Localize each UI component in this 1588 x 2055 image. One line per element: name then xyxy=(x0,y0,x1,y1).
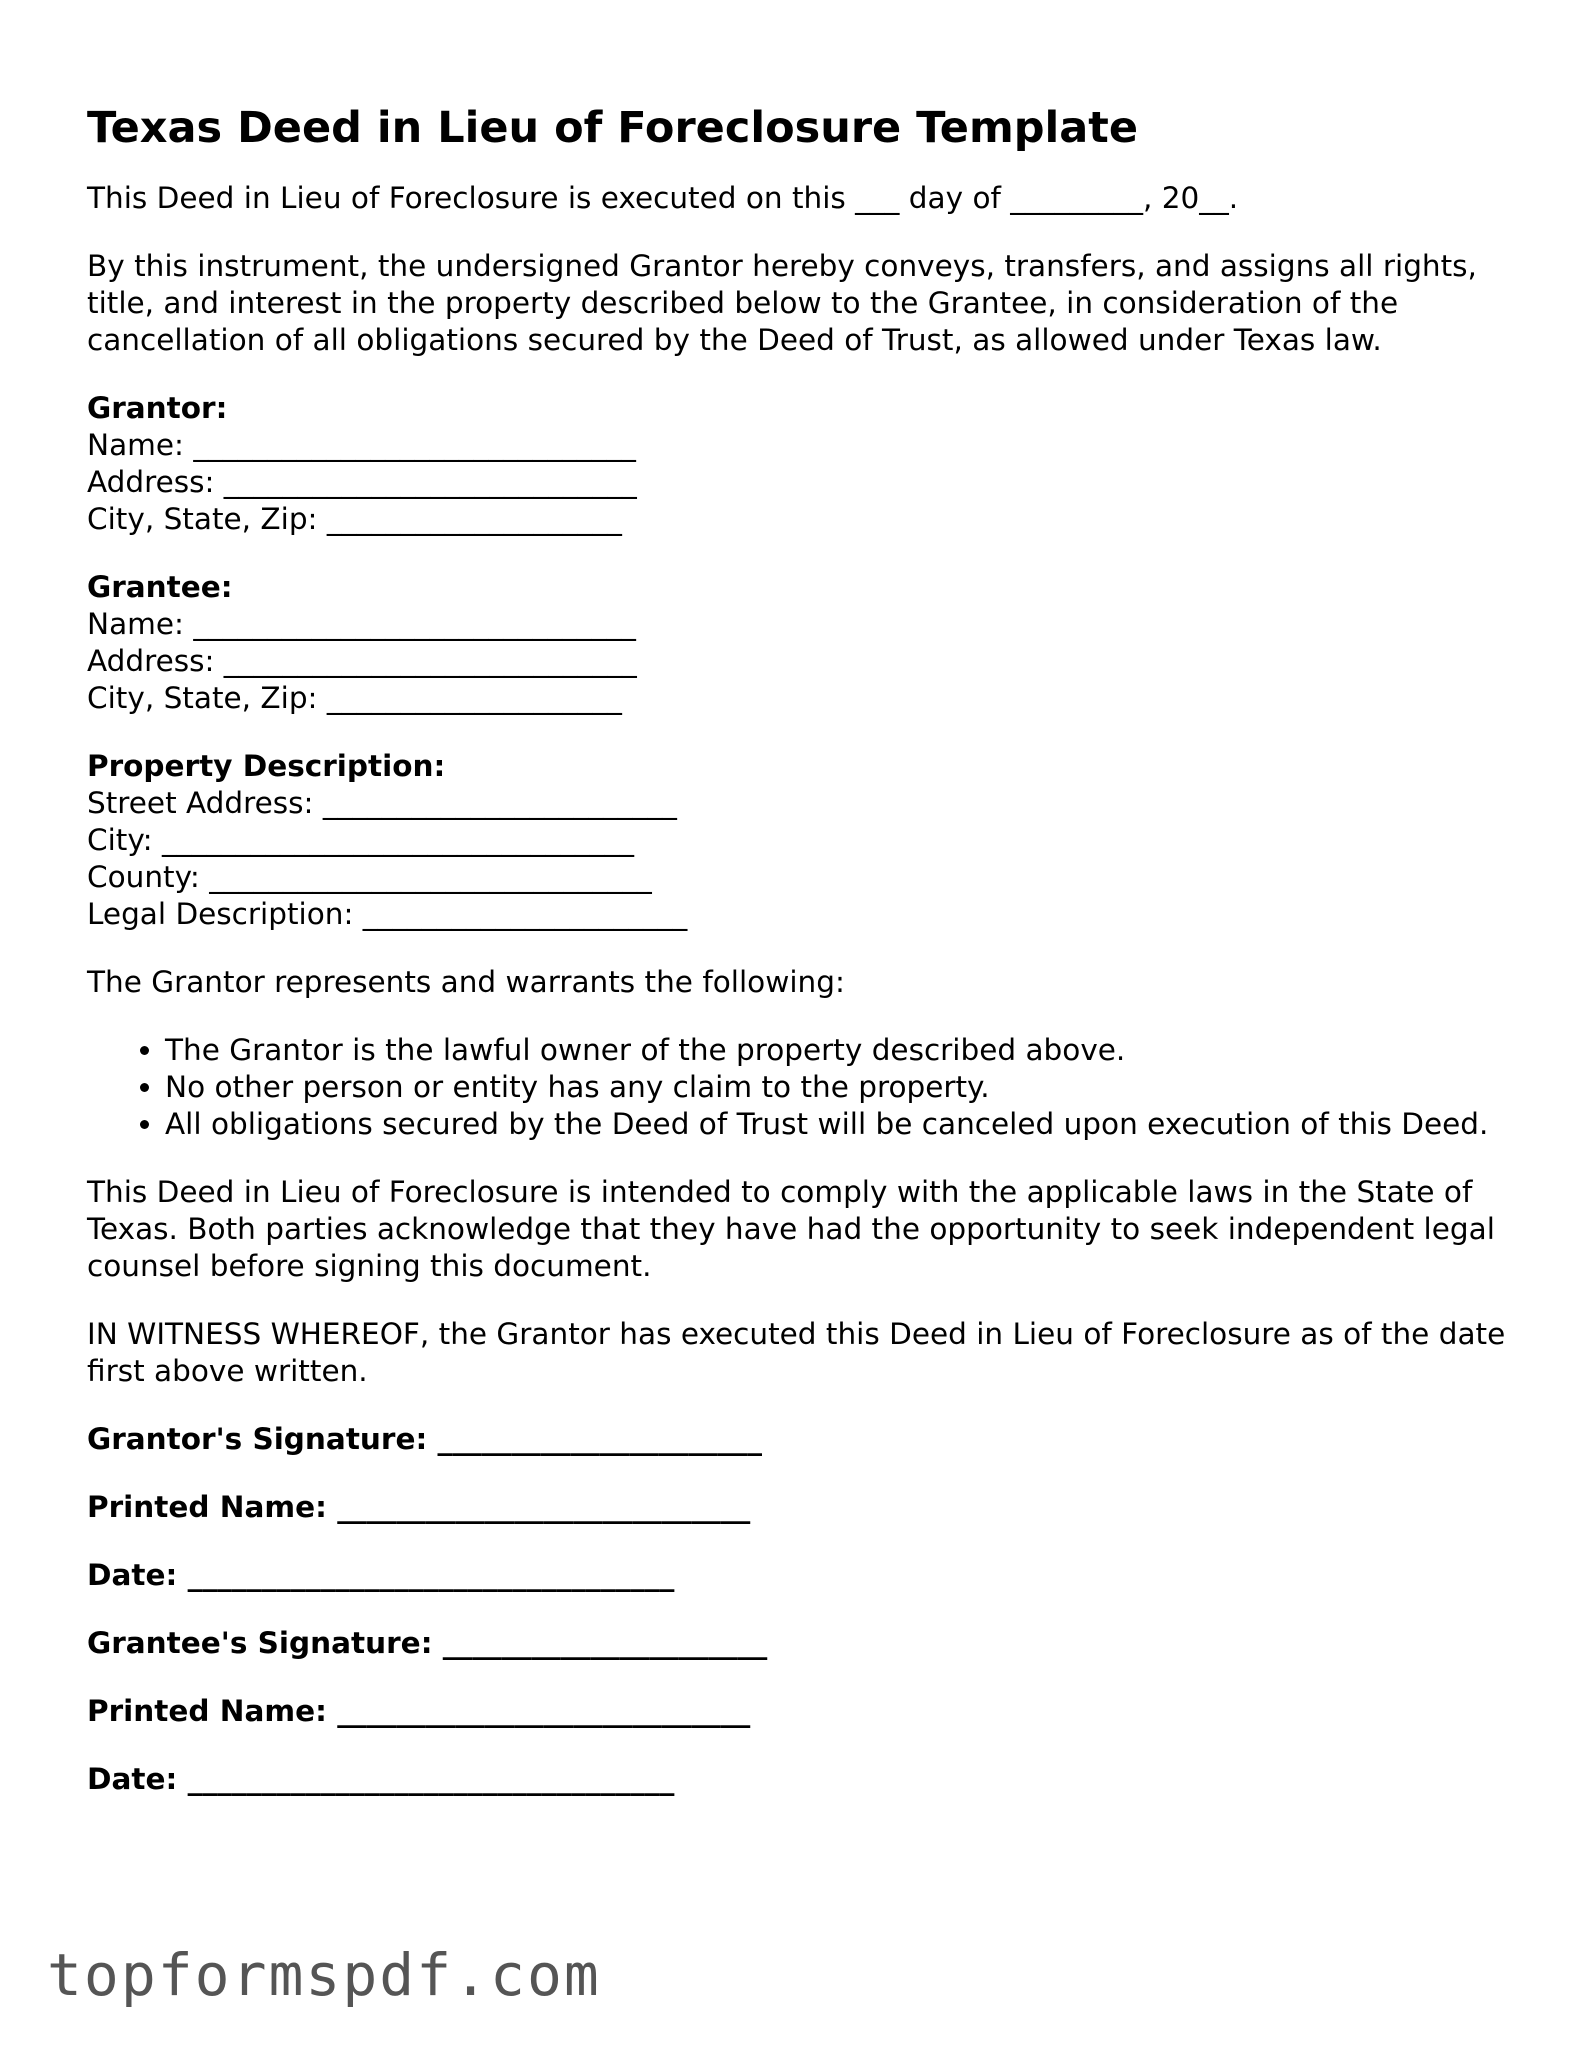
grantor-heading: Grantor: xyxy=(87,391,228,425)
intro-paragraph: This Deed in Lieu of Foreclosure is executed on this ___ day of _________, 20__. xyxy=(87,181,1239,215)
warranty-item: • The Grantor is the lawful owner of the property described above. xyxy=(165,1032,1507,1069)
grantor-address-field[interactable]: Address: ____________________________ xyxy=(87,465,637,499)
grantee-heading: Grantee: xyxy=(87,570,233,604)
grantor-date-field[interactable]: Date: _________________________________ xyxy=(87,1558,675,1592)
property-street-field[interactable]: Street Address: ________________________ xyxy=(87,786,677,820)
property-county-field[interactable]: County: ______________________________ xyxy=(87,860,652,894)
property-city-field[interactable]: City: ________________________________ xyxy=(87,823,634,857)
grantee-address-field[interactable]: Address: ____________________________ xyxy=(87,644,637,678)
warranty-list xyxy=(87,1032,1507,1143)
compliance-paragraph: This Deed in Lieu of Foreclosure is intended to comply with the applicable laws in the State of Texas. Both parties acknowledge that they have had the opportunity to seek independent legal counsel before signing this document. xyxy=(87,1175,1495,1283)
warranty-item: • All obligations secured by the Deed of Trust will be canceled upon execution of this Deed. xyxy=(165,1106,1507,1143)
warranty-item: • No other person or entity has any claim to the property. xyxy=(165,1069,1507,1106)
watermark-text: topformspdf.com xyxy=(47,1941,601,2009)
property-section xyxy=(87,748,1507,933)
grantee-section xyxy=(87,569,1507,717)
grantee-printed-name-field[interactable]: Printed Name: ____________________________ xyxy=(87,1694,751,1728)
property-legal-description-field[interactable]: Legal Description: ______________________ xyxy=(87,897,688,931)
grantee-city-state-zip-field[interactable]: City, State, Zip: ____________________ xyxy=(87,681,622,715)
grantee-name-field[interactable]: Name: ______________________________ xyxy=(87,607,636,641)
witness-paragraph: IN WITNESS WHEREOF, the Grantor has executed this Deed in Lieu of Foreclosure as of the date first above written. xyxy=(87,1317,1506,1388)
conveyance-paragraph: By this instrument, the undersigned Grantor hereby conveys, transfers, and assigns all rights, title, and interest in the property described below to the Grantee, in consideration of the cancellation of all obligations secured by the Deed of Trust, as allowed under Texas law. xyxy=(87,249,1477,357)
grantee-date-field[interactable]: Date: _________________________________ xyxy=(87,1762,675,1796)
document-title: Texas Deed in Lieu of Foreclosure Template xyxy=(87,103,1139,153)
grantor-section xyxy=(87,390,1507,538)
grantor-signature-field[interactable]: Grantor's Signature: ______________________ xyxy=(87,1422,763,1456)
document-page xyxy=(87,100,1507,1829)
grantor-name-field[interactable]: Name: ______________________________ xyxy=(87,428,636,462)
property-heading: Property Description: xyxy=(87,749,446,783)
grantor-printed-name-field[interactable]: Printed Name: ____________________________ xyxy=(87,1490,751,1524)
grantor-city-state-zip-field[interactable]: City, State, Zip: ____________________ xyxy=(87,502,622,536)
warranty-intro: The Grantor represents and warrants the following: xyxy=(87,965,845,999)
grantee-signature-field[interactable]: Grantee's Signature: ______________________ xyxy=(87,1626,768,1660)
